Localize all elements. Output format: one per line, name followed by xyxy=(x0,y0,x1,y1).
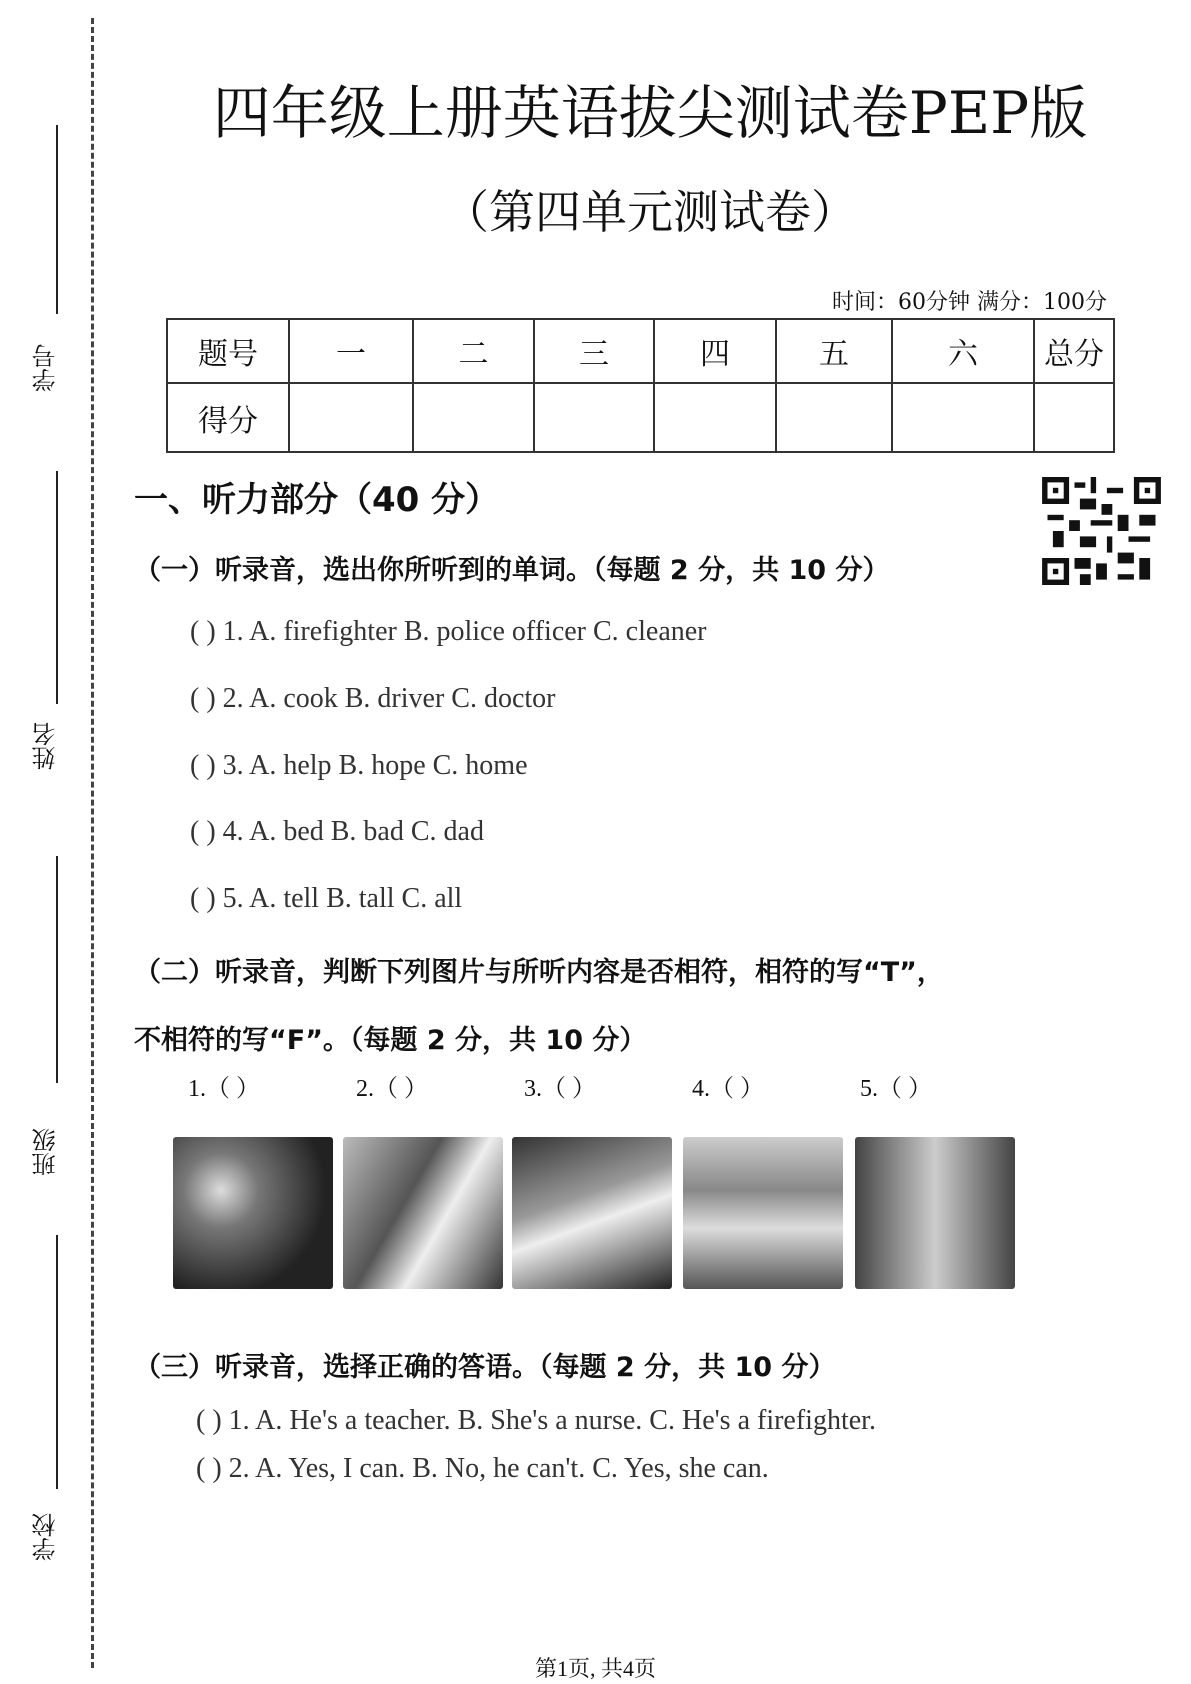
score-cell[interactable] xyxy=(1034,383,1114,452)
crossing-street-photo xyxy=(683,1137,843,1289)
picture-label: 1.（ ） xyxy=(188,1076,260,1102)
firefighters-photo xyxy=(173,1137,333,1289)
page-title: 四年级上册英语拔尖测试卷PEP版 xyxy=(212,79,1088,147)
page-footer: 第1页, 共4页 xyxy=(534,1656,656,1681)
score-table xyxy=(166,318,1115,453)
cut-line xyxy=(91,18,94,1668)
student-id-label: 学号 xyxy=(32,344,60,392)
question-item: ( ) 3. A. help B. hope C. home xyxy=(190,750,528,781)
fill-line xyxy=(56,856,58,1083)
section-heading: 一、听力部分（40 分） xyxy=(134,480,500,520)
score-cell[interactable] xyxy=(413,383,534,452)
picture-label: 2.（ ） xyxy=(356,1076,428,1102)
picture-label: 4.（ ） xyxy=(692,1076,764,1102)
score-row-label: 得分 xyxy=(167,383,289,452)
header-cell: 二 xyxy=(413,319,534,383)
name-label: 姓名 xyxy=(32,722,60,770)
school-label: 学校 xyxy=(32,1513,60,1561)
fill-line xyxy=(56,1235,58,1489)
street-cleaner-photo xyxy=(512,1137,672,1289)
class-label: 班级 xyxy=(32,1128,60,1176)
picture-label: 5.（ ） xyxy=(860,1076,932,1102)
header-cell: 一 xyxy=(289,319,413,383)
question-item: ( ) 4. A. bed B. bad C. dad xyxy=(190,816,484,847)
score-cell[interactable] xyxy=(534,383,654,452)
time-info: 时间：60分钟 满分：100分 xyxy=(832,290,1107,315)
page-subtitle: （第四单元测试卷） xyxy=(443,185,857,239)
fill-line xyxy=(56,471,58,704)
part2-instruction-cont: 不相符的写“F”。（每题 2 分，共 10 分） xyxy=(134,1025,647,1056)
question-item: ( ) 2. A. cook B. driver C. doctor xyxy=(190,683,556,714)
fill-line xyxy=(56,125,58,314)
question-item: ( ) 5. A. tell B. tall C. all xyxy=(190,883,463,914)
chef-cooking-photo xyxy=(343,1137,503,1289)
score-cell[interactable] xyxy=(892,383,1034,452)
traffic-police-photo xyxy=(855,1137,1015,1289)
part2-instruction: （二）听录音，判断下列图片与所听内容是否相符，相符的写“T”， xyxy=(134,957,944,988)
qr-code-icon xyxy=(1042,477,1161,585)
question-item: ( ) 1. A. firefighter B. police officer C. cleaner xyxy=(190,616,707,647)
header-cell: 题号 xyxy=(167,319,289,383)
part3-instruction: （三）听录音，选择正确的答语。（每题 2 分，共 10 分） xyxy=(134,1352,836,1383)
header-cell: 三 xyxy=(534,319,654,383)
score-cell[interactable] xyxy=(654,383,776,452)
part1-instruction: （一）听录音，选出你所听到的单词。（每题 2 分，共 10 分） xyxy=(134,555,890,586)
header-cell: 四 xyxy=(654,319,776,383)
answer-item: ( ) 1. A. He's a teacher. B. She's a nurse. C. He's a firefighter. xyxy=(196,1405,876,1436)
header-cell: 五 xyxy=(776,319,892,383)
header-cell: 总分 xyxy=(1034,319,1114,383)
score-cell[interactable] xyxy=(776,383,892,452)
score-cell[interactable] xyxy=(289,383,413,452)
picture-label: 3.（ ） xyxy=(524,1076,596,1102)
header-cell: 六 xyxy=(892,319,1034,383)
answer-item: ( ) 2. A. Yes, I can. B. No, he can't. C. Yes, she can. xyxy=(196,1453,769,1484)
